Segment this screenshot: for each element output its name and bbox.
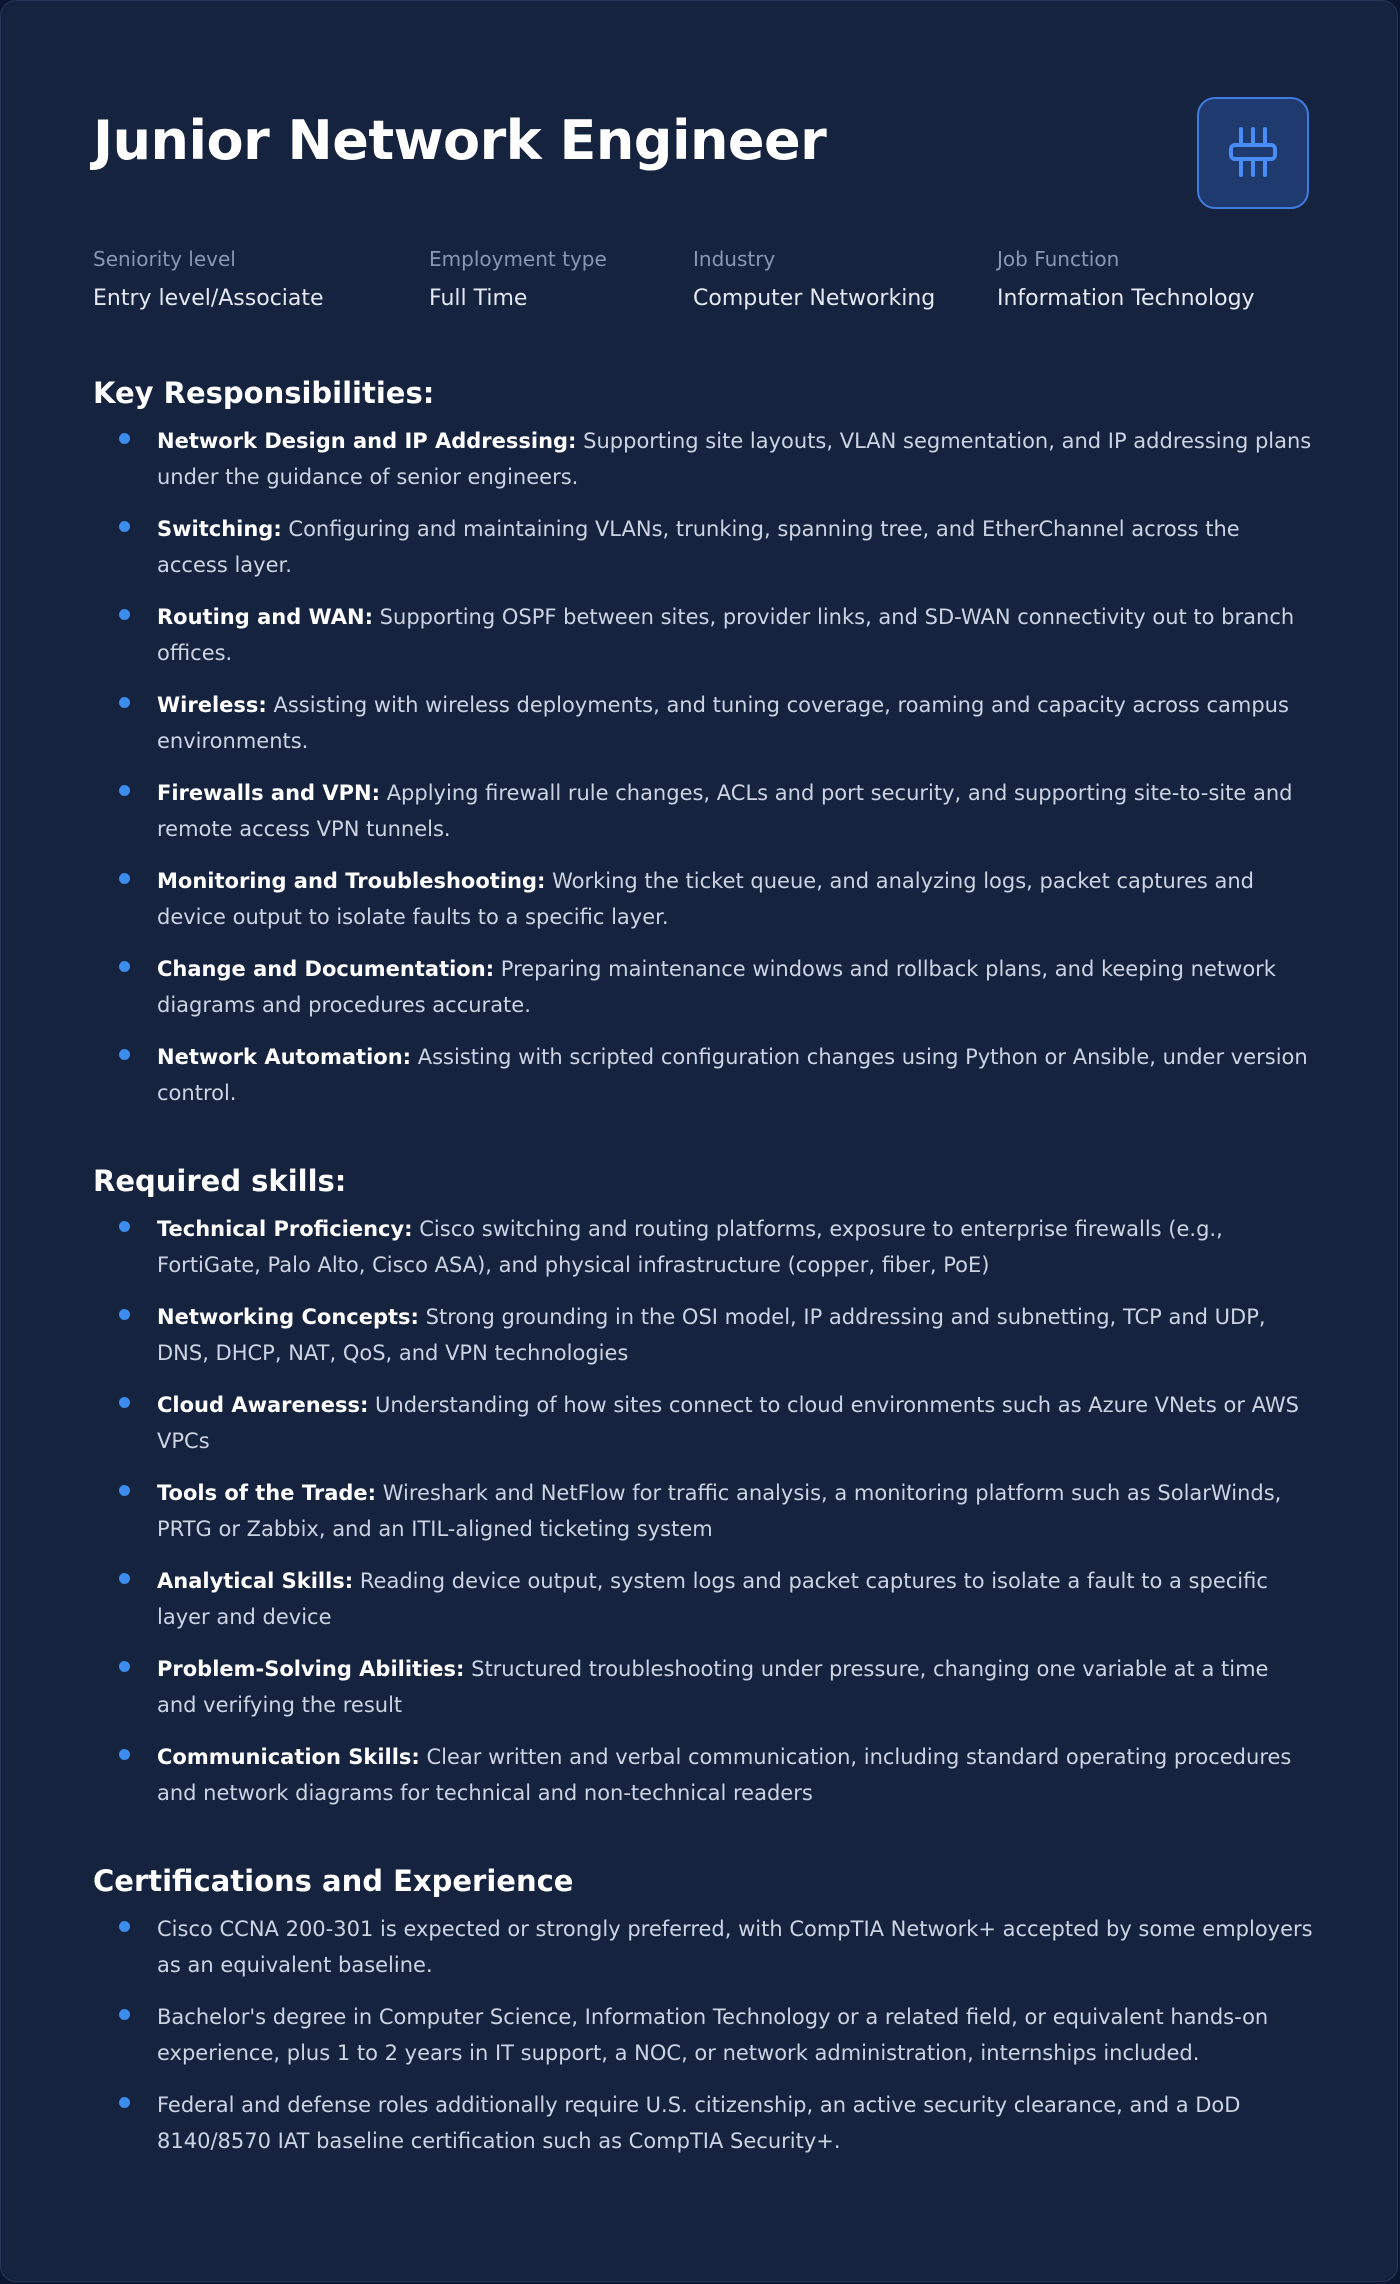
certifications-heading: Certifications and Experience bbox=[93, 1864, 574, 1898]
item-term: Switching: bbox=[157, 517, 282, 541]
list-item bbox=[93, 951, 1313, 1023]
bullet bbox=[119, 1921, 130, 1932]
item-term: Analytical Skills: bbox=[157, 1569, 354, 1593]
list-item bbox=[93, 863, 1313, 935]
item-term: Networking Concepts: bbox=[157, 1305, 419, 1329]
responsibilities-heading: Key Responsibilities: bbox=[93, 376, 435, 410]
item-text: Cisco CCNA 200-301 is expected or strongly preferred, with CompTIA Network+ accepted by some employers as an equivalent baseline. bbox=[157, 1917, 1313, 1977]
item-text: Bachelor's degree in Computer Science, Information Technology or a related field, or equivalent hands-on experience, plus 1 to 2 years in IT support, a NOC, or network administration, internships included. bbox=[157, 2005, 1269, 2065]
list-item bbox=[93, 1739, 1313, 1811]
list-item bbox=[93, 1475, 1313, 1547]
list-item bbox=[93, 599, 1313, 671]
bullet bbox=[119, 433, 130, 444]
item-term: Network Design and IP Addressing: bbox=[157, 429, 577, 453]
list-item bbox=[93, 687, 1313, 759]
bullet bbox=[119, 521, 130, 532]
bullet bbox=[119, 873, 130, 884]
item-term: Tools of the Trade: bbox=[157, 1481, 377, 1505]
item-text: Strong grounding in the OSI model, IP addressing and subnetting, TCP and UDP, DNS, DHCP, NAT, QoS, and VPN technologies bbox=[157, 1305, 1266, 1365]
bullet bbox=[119, 2009, 130, 2020]
list-item bbox=[93, 1387, 1313, 1459]
item-term: Technical Proficiency: bbox=[157, 1217, 413, 1241]
list-item bbox=[93, 775, 1313, 847]
item-term: Firewalls and VPN: bbox=[157, 781, 381, 805]
list-item bbox=[93, 1999, 1313, 2071]
item-term: Problem-Solving Abilities: bbox=[157, 1657, 465, 1681]
item-text: Understanding of how sites connect to cloud environments such as Azure VNets or AWS VPCs bbox=[157, 1393, 1299, 1453]
list-item bbox=[93, 511, 1313, 583]
item-term: Network Automation: bbox=[157, 1045, 412, 1069]
list-item bbox=[93, 1299, 1313, 1371]
bullet bbox=[119, 2097, 130, 2108]
list-item bbox=[93, 1651, 1313, 1723]
bullet bbox=[119, 1749, 130, 1760]
meta-value: Full Time bbox=[429, 286, 528, 311]
bullet bbox=[119, 1309, 130, 1320]
item-text: Wireshark and NetFlow for traffic analysis, a monitoring platform such as SolarWinds, PRTG or Zabbix, and an ITIL-aligned ticketing system bbox=[157, 1481, 1282, 1541]
item-text: Working the ticket queue, and analyzing logs, packet captures and device output to isolate faults to a specific layer. bbox=[157, 869, 1255, 929]
item-text: Applying firewall rule changes, ACLs and port security, and supporting site-to-site and remote access VPN tunnels. bbox=[157, 781, 1293, 841]
list-item bbox=[93, 1563, 1313, 1635]
item-text: Assisting with scripted configuration changes using Python or Ansible, under version control. bbox=[157, 1045, 1308, 1105]
meta-industry bbox=[693, 245, 935, 315]
item-text: Clear written and verbal communication, including standard operating procedures and network diagrams for technical and non-technical readers bbox=[157, 1745, 1292, 1805]
item-text: Preparing maintenance windows and rollback plans, and keeping network diagrams and procedures accurate. bbox=[157, 957, 1276, 1017]
meta-label: Employment type bbox=[429, 247, 607, 271]
skills-list bbox=[93, 1211, 1313, 1811]
item-term: Change and Documentation: bbox=[157, 957, 495, 981]
bullet bbox=[119, 785, 130, 796]
bullet bbox=[119, 697, 130, 708]
item-term: Communication Skills: bbox=[157, 1745, 420, 1769]
bullet bbox=[119, 609, 130, 620]
bullet bbox=[119, 1049, 130, 1060]
network-switch-icon-graphic bbox=[1223, 123, 1283, 183]
skills-heading: Required skills: bbox=[93, 1164, 347, 1198]
list-item bbox=[93, 1039, 1313, 1111]
item-text: Supporting OSPF between sites, provider links, and SD-WAN connectivity out to branch offices. bbox=[157, 605, 1295, 665]
bullet bbox=[119, 1397, 130, 1408]
meta-job-function bbox=[997, 245, 1255, 315]
certifications-list bbox=[93, 1911, 1313, 2159]
bullet bbox=[119, 1485, 130, 1496]
meta-value: Information Technology bbox=[997, 286, 1255, 311]
meta-value: Computer Networking bbox=[693, 286, 936, 311]
item-term: Cloud Awareness: bbox=[157, 1393, 369, 1417]
item-text: Supporting site layouts, VLAN segmentation, and IP addressing plans under the guidance of senior engineers. bbox=[157, 429, 1312, 489]
bullet bbox=[119, 961, 130, 972]
bullet bbox=[119, 1221, 130, 1232]
list-item bbox=[93, 2087, 1313, 2159]
meta-label: Seniority level bbox=[93, 247, 236, 271]
meta-seniority bbox=[93, 245, 324, 315]
meta-employment-type bbox=[429, 245, 607, 315]
item-term: Monitoring and Troubleshooting: bbox=[157, 869, 546, 893]
bullet bbox=[119, 1573, 130, 1584]
item-term: Wireless: bbox=[157, 693, 267, 717]
meta-label: Job Function bbox=[997, 247, 1120, 271]
item-text: Structured troubleshooting under pressure, changing one variable at a time and verifying the result bbox=[157, 1657, 1269, 1717]
item-text: Configuring and maintaining VLANs, trunking, spanning tree, and EtherChannel across the access layer. bbox=[157, 517, 1240, 577]
bullet bbox=[119, 1661, 130, 1672]
item-text: Assisting with wireless deployments, and tuning coverage, roaming and capacity across campus environments. bbox=[157, 693, 1289, 753]
meta-label: Industry bbox=[693, 247, 776, 271]
item-text: Cisco switching and routing platforms, exposure to enterprise firewalls (e.g., FortiGate, Palo Alto, Cisco ASA), and physical infrastructure (copper, fiber, PoE) bbox=[157, 1217, 1223, 1277]
list-item bbox=[93, 423, 1313, 495]
network-switch-icon bbox=[1197, 97, 1309, 209]
job-title: Junior Network Engineer bbox=[93, 109, 827, 172]
list-item bbox=[93, 1211, 1313, 1283]
item-text: Federal and defense roles additionally require U.S. citizenship, an active security clearance, and a DoD 8140/8570 IAT baseline certification such as CompTIA Security+. bbox=[157, 2093, 1241, 2153]
list-item bbox=[93, 1911, 1313, 1983]
responsibilities-list bbox=[93, 423, 1313, 1111]
meta-value: Entry level/Associate bbox=[93, 286, 324, 311]
item-text: Reading device output, system logs and packet captures to isolate a fault to a specific layer and device bbox=[157, 1569, 1268, 1629]
item-term: Routing and WAN: bbox=[157, 605, 373, 629]
